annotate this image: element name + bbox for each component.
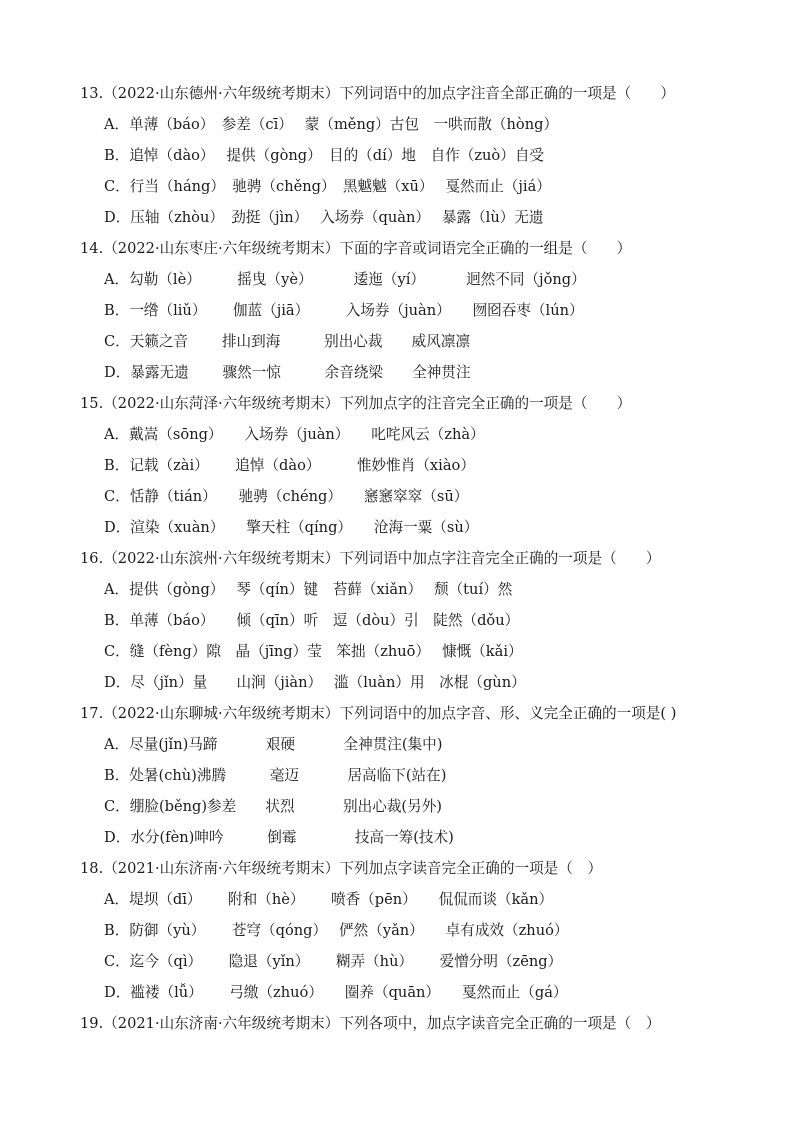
option-a: A．尽量(jǐn)马蹄 艰硬 全神贯注(集中) <box>104 736 443 753</box>
option-c: C．恬静（tián） 驰骋（chéng） 窸窸窣窣（sū） <box>104 488 469 505</box>
option-d: D．暴露无遗 骤然一惊 余音绕梁 全神贯注 <box>104 364 471 381</box>
option-a: A．戴嵩（sōng） 入场券（juàn） 叱咤风云（zhà） <box>104 426 485 443</box>
question-stem: 19.（2021·山东济南·六年级统考期末）下列各项中，加点字读音完全正确的一项是（ ） <box>80 1015 661 1032</box>
question-stem: 16.（2022·山东滨州·六年级统考期末）下列词语中加点字注音完全正确的一项是（ ） <box>80 550 661 567</box>
question-13 <box>80 78 730 233</box>
question-16 <box>80 543 730 698</box>
option-c: C．绷脸(běng)参差 状烈 别出心裁(另外) <box>104 798 442 815</box>
option-c: C．迄今（qì） 隐退（yǐn） 糊弄（hù） 爱憎分明（zēng） <box>104 953 563 970</box>
option-a: A．勾勒（lè） 摇曳（yè） 逶迤（yí） 迥然不同（jǒng） <box>104 271 586 288</box>
option-b: B．一绺（liǔ） 伽蓝（jiā） 入场券（juàn） 囫囵吞枣（lún） <box>104 302 584 319</box>
option-d: D．渲染（xuàn） 擎天柱（qíng） 沧海一粟（sù） <box>104 519 479 536</box>
option-b: B．追悼（dào） 提供（gòng） 目的（dí）地 自作（zuò）自受 <box>104 147 545 164</box>
option-d: D．尽（jǐn）量 山涧（jiàn） 滥（luàn）用 冰棍（gùn） <box>104 674 526 691</box>
question-stem: 13.（2022·山东德州·六年级统考期末）下列词语中的加点字注音全部正确的一项是（ ） <box>80 85 676 102</box>
option-c: C．缝（fèng）隙 晶（jīng）莹 笨拙（zhuō） 慷慨（kǎi） <box>104 643 523 660</box>
option-c: C．天籁之音 排山到海 别出心裁 威风凛凛 <box>104 333 471 350</box>
option-b: B．单薄（báo） 倾（qīn）听 逗（dòu）引 陡然（dǒu） <box>104 612 520 629</box>
option-a: A．单薄（báo） 参差（cī） 蒙（měng）古包 一哄而散（hòng） <box>104 116 559 133</box>
question-15 <box>80 388 730 543</box>
option-b: B．防御（yù） 苍穹（qóng） 俨然（yǎn） 卓有成效（zhuó） <box>104 922 569 939</box>
question-14 <box>80 233 730 388</box>
question-17 <box>80 698 730 853</box>
question-18 <box>80 853 730 1008</box>
option-b: B．处暑(chù)沸腾 毫迈 居高临下(站在) <box>104 767 447 784</box>
question-stem: 18.（2021·山东济南·六年级统考期末）下列加点字读音完全正确的一项是（ ） <box>80 860 603 877</box>
question-list <box>80 78 730 1039</box>
option-c: C．行当（háng） 驰骋（chěng） 黑魆魆（xū） 戛然而止（jiá） <box>104 178 551 195</box>
option-b: B．记载（zài） 追悼（dào） 惟妙惟肖（xiào） <box>104 457 475 474</box>
question-stem: 15.（2022·山东菏泽·六年级统考期末）下列加点字的注音完全正确的一项是（ ） <box>80 395 632 412</box>
question-stem: 14.（2022·山东枣庄·六年级统考期末）下面的字音或词语完全正确的一组是（ ） <box>80 240 632 257</box>
option-d: D．压轴（zhòu） 劲挺（jìn） 入场券（quàn） 暴露（lù）无遗 <box>104 209 544 226</box>
question-19 <box>80 1008 730 1039</box>
option-d: D．水分(fèn)呻吟 倒霉 技高一筹(技术) <box>104 829 454 846</box>
option-d: D．褴褛（lǚ） 弓缴（zhuó） 圈养（quān） 戛然而止（gá） <box>104 984 568 1001</box>
option-a: A．提供（gòng） 琴（qín）键 苔藓（xiǎn） 颓（tuí）然 <box>104 581 513 598</box>
option-a: A．堤坝（dī） 附和（hè） 喷香（pēn） 侃侃而谈（kǎn） <box>104 891 554 908</box>
question-stem: 17.（2022·山东聊城·六年级统考期末）下列词语中的加点字音、形、义完全正确的一项是( ) <box>80 705 677 722</box>
